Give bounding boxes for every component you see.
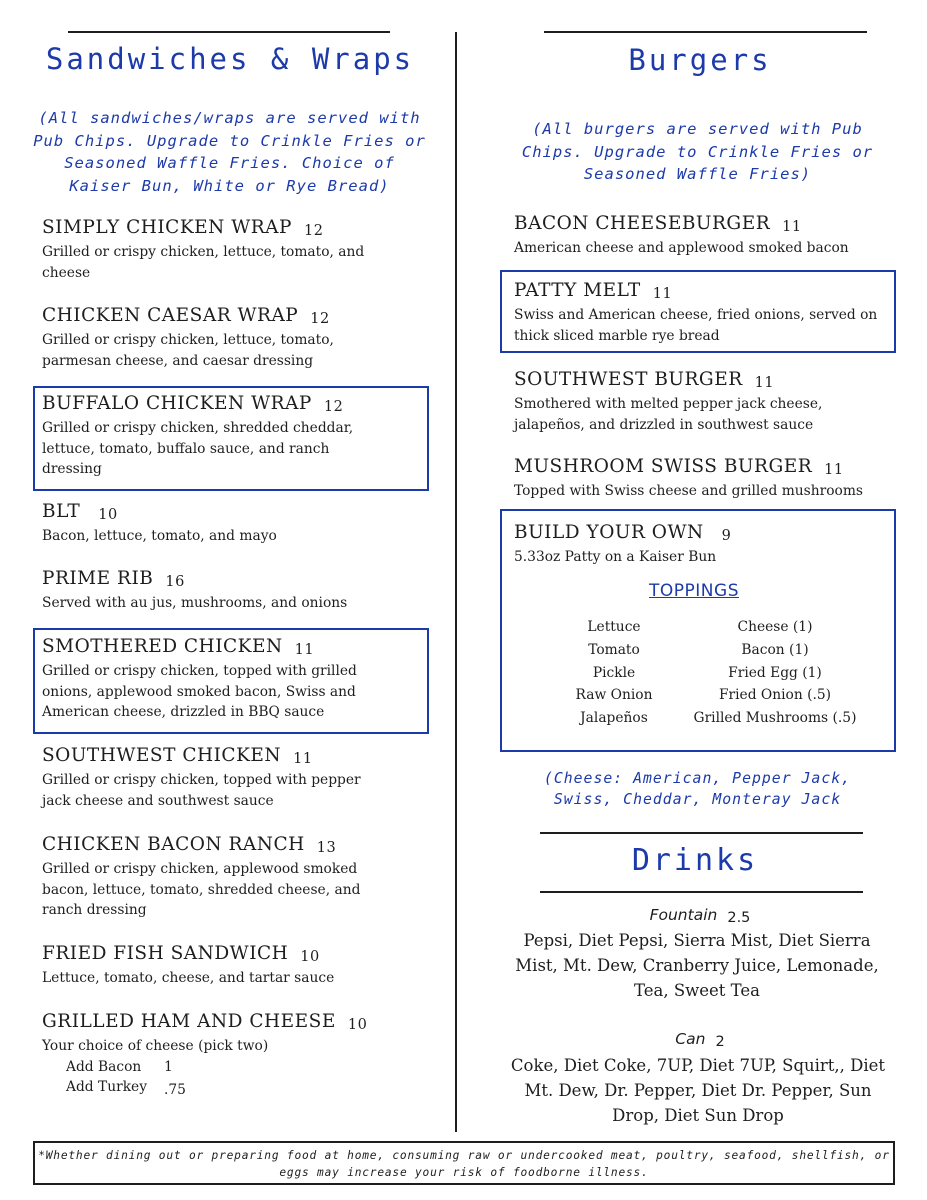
fountain-price: 2.5 — [727, 910, 751, 926]
sandwiches-top-rule — [68, 31, 390, 33]
menu-item — [514, 455, 894, 502]
sandwiches-note: (All sandwiches/wraps are served with Pub Chips. Upgrade to Crinkle Fries or Seasoned Waffle Fries. Choice of Kaiser Bun, White or Rye Bread) — [33, 109, 426, 195]
item-name: BUFFALO CHICKEN WRAP — [42, 393, 312, 414]
fountain-label: Fountain — [649, 906, 718, 924]
item-description: Grilled or crispy chicken, applewood smoked bacon, lettuce, tomato, shredded cheese, and ranch dressing — [42, 861, 361, 918]
menu-item — [514, 279, 889, 346]
topping-item: Pickle — [592, 664, 636, 681]
item-price: 10 — [347, 1017, 368, 1033]
item-price: 11 — [293, 751, 313, 767]
topping-item: Grilled Mushrooms (.5) — [693, 710, 857, 727]
item-name: GRILLED HAM AND CHEESE — [42, 1011, 336, 1032]
menu-item — [42, 942, 422, 989]
item-name: BACON CHEESEBURGER — [514, 213, 771, 234]
item-price: 10 — [300, 949, 320, 965]
item-name: SOUTHWEST CHICKEN — [42, 745, 282, 766]
column-divider — [455, 32, 457, 1132]
item-description: 5.33oz Patty on a Kaiser Bun — [514, 549, 717, 565]
burgers-top-rule — [544, 31, 867, 33]
fountain-heading — [560, 906, 840, 924]
menu-item — [42, 833, 422, 921]
item-description: American cheese and applewood smoked bacon — [514, 240, 849, 256]
burgers-note: (All burgers are served with Pub Chips. Upgrade to Crinkle Fries or Seasoned Waffle Fries) — [521, 120, 874, 183]
menu-item — [42, 500, 422, 547]
item-price: 11 — [782, 219, 802, 235]
can-price: 2 — [715, 1034, 725, 1050]
fountain-list: Pepsi, Diet Pepsi, Sierra Mist, Diet Sierra Mist, Mt. Dew, Cranberry Juice, Lemonade, Tea, Sweet Tea — [515, 931, 879, 1000]
item-name: SOUTHWEST BURGER — [514, 369, 743, 390]
item-description: Topped with Swiss cheese and grilled mushrooms — [514, 483, 863, 499]
item-name: PRIME RIB — [42, 568, 154, 589]
item-description: Your choice of cheese (pick two) — [42, 1038, 269, 1054]
item-name: FRIED FISH SANDWICH — [42, 943, 289, 964]
item-description: Grilled or crispy chicken, shredded cheddar, lettuce, tomato, buffalo sauce, and ranch dressing — [42, 420, 354, 477]
item-description: Swiss and American cheese, fried onions, served on thick sliced marble rye bread — [514, 307, 878, 344]
addon-bacon — [42, 1057, 422, 1078]
menu-item — [514, 368, 894, 435]
item-price: 13 — [316, 840, 337, 856]
menu-item — [514, 521, 889, 568]
topping-item: Bacon (1) — [741, 641, 809, 658]
item-price: 12 — [310, 311, 330, 327]
drinks-bottom-rule — [540, 891, 863, 893]
item-name: BUILD YOUR OWN — [514, 522, 704, 543]
addon-turkey — [42, 1077, 422, 1098]
topping-item: Lettuce — [587, 619, 641, 635]
menu-item — [42, 392, 422, 480]
item-price: 11 — [824, 462, 844, 478]
menu-item — [42, 304, 422, 371]
can-label: Can — [675, 1030, 706, 1048]
item-name: PATTY MELT — [514, 280, 641, 301]
item-description: Served with au jus, mushrooms, and onions — [42, 595, 348, 611]
item-name: CHICKEN CAESAR WRAP — [42, 305, 299, 326]
item-price: 11 — [754, 375, 775, 391]
menu-item — [42, 216, 422, 283]
topping-item: Jalapeños — [580, 710, 648, 727]
can-heading — [560, 1030, 840, 1048]
item-description: Grilled or crispy chicken, lettuce, tomato, and cheese — [42, 244, 365, 281]
menu-item — [42, 635, 422, 723]
item-price: 12 — [323, 399, 344, 415]
can-list: Coke, Diet Coke, 7UP, Diet 7UP, Squirt,, Diet Mt. Dew, Dr. Pepper, Diet Dr. Pepper, Sun Drop, Diet Sun Drop — [510, 1056, 886, 1125]
drinks-title: Drinks — [631, 843, 759, 878]
item-name: BLT — [42, 501, 81, 522]
item-description: Grilled or crispy chicken, lettuce, tomato, parmesan cheese, and caesar dressing — [42, 332, 334, 369]
foodborne-illness-disclaimer: *Whether dining out or preparing food at home, consuming raw or undercooked meat, poultry, seafood, shellfish, or eggs may increase your risk of foodborne illness. — [33, 1141, 895, 1185]
menu-item — [42, 1010, 422, 1098]
menu-item — [42, 567, 422, 614]
addon-price: 1 — [164, 1058, 173, 1075]
drinks-top-rule — [540, 832, 863, 834]
topping-item: Fried Egg (1) — [728, 664, 822, 681]
item-name: SIMPLY CHICKEN WRAP — [42, 217, 292, 238]
item-description: Lettuce, tomato, cheese, and tartar sauce — [42, 970, 335, 986]
item-price: 16 — [165, 574, 185, 590]
item-description: Bacon, lettuce, tomato, and mayo — [42, 528, 277, 544]
menu-item — [514, 212, 894, 259]
topping-item: Cheese (1) — [737, 619, 813, 635]
topping-item: Raw Onion — [575, 687, 653, 704]
toppings-title: TOPPINGS — [649, 581, 739, 601]
menu-item — [42, 744, 422, 811]
burgers-title: Burgers — [628, 43, 772, 77]
toppings-right-column — [680, 616, 870, 730]
item-name: MUSHROOM SWISS BURGER — [514, 456, 813, 477]
toppings-left-column — [554, 616, 674, 730]
topping-item: Fried Onion (.5) — [718, 687, 832, 704]
addon-price: .75 — [164, 1082, 186, 1098]
sandwiches-title: Sandwiches & Wraps — [45, 42, 415, 76]
item-description: Smothered with melted pepper jack cheese, jalapeños, and drizzled in southwest sauce — [514, 396, 823, 433]
item-description: Grilled or crispy chicken, topped with pepper jack cheese and southwest sauce — [42, 772, 361, 809]
cheese-note: (Cheese: American, Pepper Jack, Swiss, Cheddar, Monteray Jack — [543, 770, 852, 808]
item-description: Grilled or crispy chicken, topped with grilled onions, applewood smoked bacon, Swiss and American cheese, drizzled in BBQ sauce — [42, 663, 357, 720]
item-price: 12 — [303, 223, 324, 239]
item-price: 11 — [294, 642, 315, 658]
item-price: 10 — [98, 507, 118, 523]
item-name: SMOTHERED CHICKEN — [42, 636, 283, 657]
item-price: 9 — [721, 528, 732, 544]
addon-name: Add Bacon — [66, 1058, 142, 1075]
item-name: CHICKEN BACON RANCH — [42, 834, 305, 855]
item-price: 11 — [652, 286, 673, 302]
topping-item: Tomato — [588, 641, 640, 658]
addon-name: Add Turkey — [66, 1079, 148, 1095]
